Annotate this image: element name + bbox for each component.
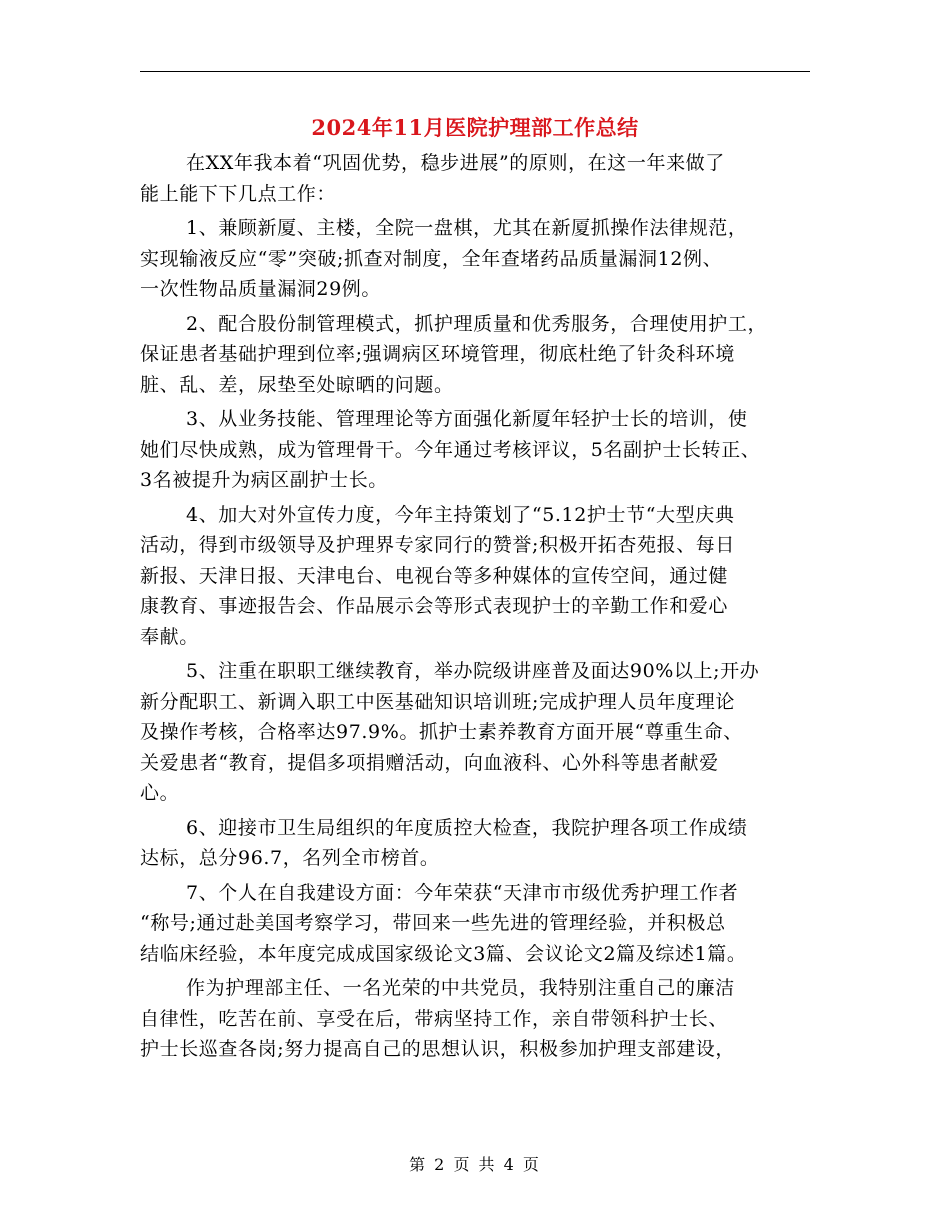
text-line: 护士长巡查各岗;努力提高自己的思想认识，积极参加护理支部建设， xyxy=(140,1038,736,1060)
text-line: 4、加大对外宣传力度，今年主持策划了“5.12护士节“大型庆典 xyxy=(186,503,735,526)
document-body xyxy=(140,148,810,1069)
paragraph-closing xyxy=(140,973,810,1065)
document-title: 2024年11月医院护理部工作总结 xyxy=(311,115,639,140)
text-line: 达标，总分96.7，名列全市榜首。 xyxy=(140,847,440,869)
text-line: 3名被提升为病区副护士长。 xyxy=(140,469,388,491)
text-line: 奉献。 xyxy=(140,625,199,648)
paragraph-item-5 xyxy=(140,656,810,809)
paragraph-item-4 xyxy=(140,500,810,653)
text-line: 脏、乱、差，尿垫至处晾晒的问题。 xyxy=(140,373,454,396)
text-line: 6、迎接市卫生局组织的年度质控大检查，我院护理各项工作成绩 xyxy=(186,816,748,839)
paragraph-item-3 xyxy=(140,404,810,496)
text-line: 1、兼顾新厦、主楼，全院一盘棋，尤其在新厦抓操作法律规范， xyxy=(186,217,748,239)
text-line: 自律性，吃苦在前、享受在后，带病坚持工作，亲自带领科护士长、 xyxy=(140,1007,729,1030)
text-line: “称号;通过赴美国考察学习，带回来一些先进的管理经验，并积极总 xyxy=(140,912,726,934)
paragraph-intro xyxy=(140,148,810,209)
text-line: 7、个人在自我建设方面：今年荣获“天津市市级优秀护理工作者 xyxy=(186,881,739,904)
text-line: 3、从业务技能、管理理论等方面强化新厦年轻护士长的培训，使 xyxy=(186,408,748,430)
text-line: 实现输液反应“零”突破;抓查对制度，全年查堵药品质量漏洞12例、 xyxy=(140,247,723,270)
text-line: 能上能下下几点工作： xyxy=(140,182,337,205)
text-line: 结临床经验，本年度完成成国家级论文3篇、会议论文2篇及综述1篇。 xyxy=(140,942,747,965)
text-line: 心。 xyxy=(140,782,180,804)
text-line: 5、注重在职职工继续教育，举办院级讲座普及面达90%以上;开办 xyxy=(186,660,760,682)
text-line: 关爱患者“教育，提倡多项捐赠活动，向血液科、心外科等患者献爱 xyxy=(140,751,719,774)
text-line: 在XX年我本着“巩固优势，稳步进展”的原则，在这一年来做了 xyxy=(186,152,725,174)
text-line: 2、配合股份制管理模式，抓护理质量和优秀服务，合理使用护工， xyxy=(186,312,768,335)
page-number: 第 2 页 共 4 页 xyxy=(409,1155,541,1174)
text-line: 新分配职工、新调入职工中医基础知识培训班;完成护理人员年度理论 xyxy=(140,690,736,713)
paragraph-item-1 xyxy=(140,213,810,305)
text-line: 一次性物品质量漏洞29例。 xyxy=(140,278,381,300)
text-line: 康教育、事迹报告会、作品展示会等形式表现护士的辛勤工作和爱心 xyxy=(140,595,729,617)
text-line: 作为护理部主任、一名光荣的中共党员，我特别注重自己的廉洁 xyxy=(186,977,735,999)
header-rule xyxy=(140,71,810,72)
text-line: 新报、天津日报、天津电台、电视台等多种媒体的宣传空间，通过健 xyxy=(140,564,729,587)
paragraph-item-7 xyxy=(140,878,810,970)
paragraph-item-6 xyxy=(140,813,810,874)
text-line: 保证患者基础护理到位率;强调病区环境管理，彻底杜绝了针灸科环境 xyxy=(140,343,736,365)
text-line: 她们尽快成熟，成为管理骨干。今年通过考核评议，5名副护士长转正、 xyxy=(140,438,761,461)
paragraph-item-2 xyxy=(140,309,810,401)
text-line: 活动，得到市级领导及护理界专家同行的赞誉;积极开拓杏苑报、每日 xyxy=(140,534,736,556)
text-line: 及操作考核，合格率达97.9%。抓护士素养教育方面开展“尊重生命、 xyxy=(140,721,743,743)
